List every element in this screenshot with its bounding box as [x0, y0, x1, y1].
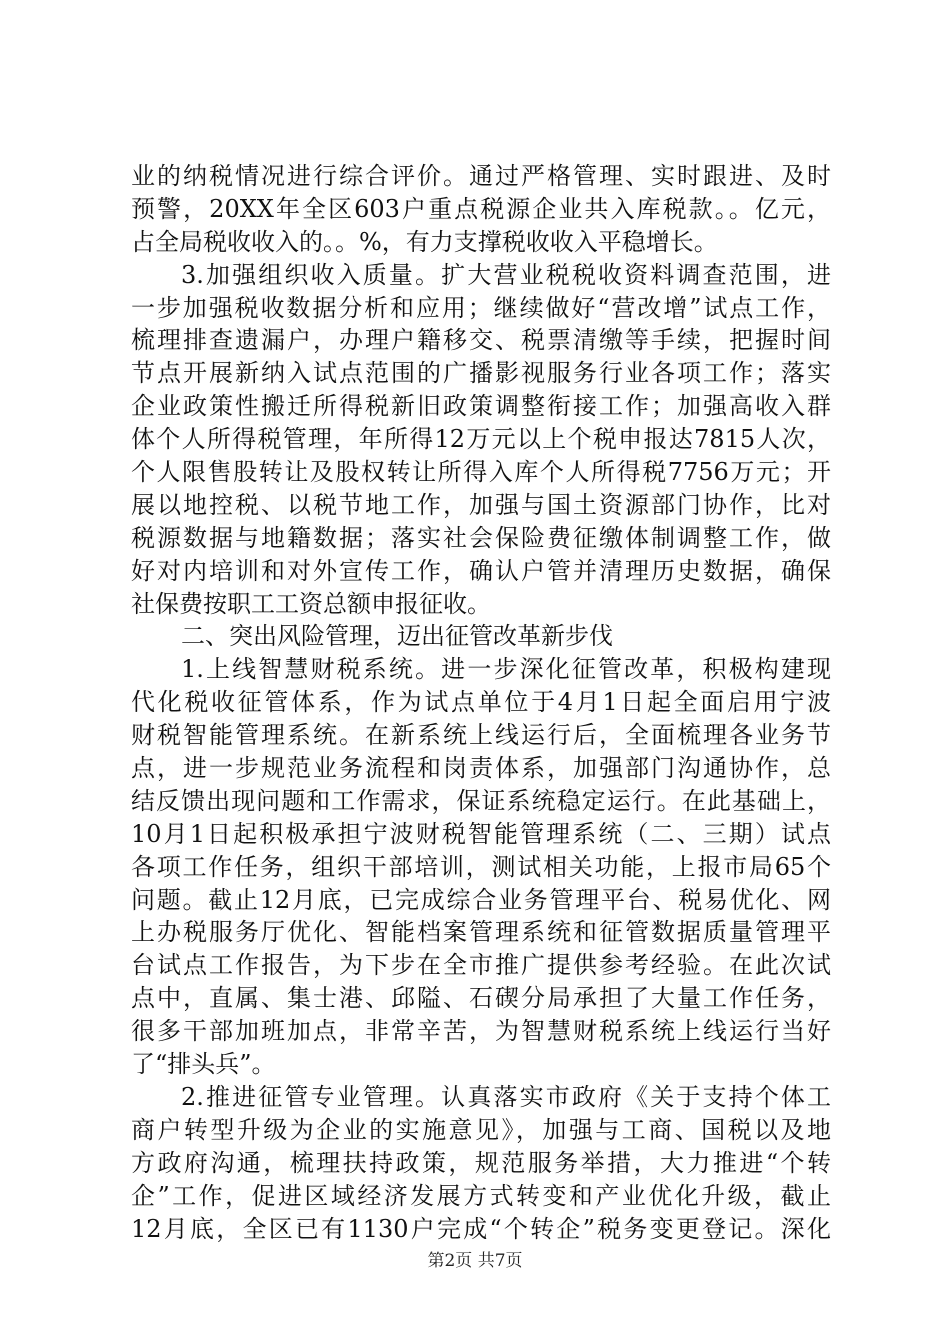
text-line: 结反馈出现问题和工作需求，保证系统稳定运行。在此基础上， [131, 786, 831, 815]
text-line: 方政府沟通，梳理扶持政策，规范服务举措，大力推进“个转 [131, 1148, 831, 1177]
text-line: 体个人所得税管理，年所得12万元以上个税申报达7815人次， [131, 425, 831, 454]
text-line: 税源数据与地籍数据；落实社会保险费征缴体制调整工作，做 [131, 523, 831, 552]
text-line: 12月底，全区已有1130户完成“个转企”税务变更登记。深化 [131, 1214, 831, 1243]
text-line: 上办税服务厅优化、智能档案管理系统和征管数据质量管理平 [131, 918, 831, 947]
text-line: 占全局税收收入的。。%，有力支撑税收收入平稳增长。 [131, 227, 718, 256]
text-line: 二、突出风险管理，迈出征管改革新步伐 [181, 622, 613, 651]
document-body [131, 160, 831, 1245]
text-line: 业的纳税情况进行综合评价。通过严格管理、实时跟进、及时 [131, 162, 831, 190]
text-line: 商户转型升级为企业的实施意见》，加强与工商、国税以及地 [131, 1115, 831, 1144]
text-line: 预警，20XX年全区603户重点税源企业共入库税款。。亿元， [131, 194, 831, 223]
text-line: 财税智能管理系统。在新系统上线运行后，全面梳理各业务节 [131, 721, 831, 750]
text-line: 点，进一步规范业务流程和岗责体系，加强部门沟通协作，总 [131, 754, 831, 783]
text-line: 展以地控税、以税节地工作，加强与国土资源部门协作，比对 [131, 490, 831, 519]
text-line: 10月1日起积极承担宁波财税智能管理系统（二、三期）试点 [131, 819, 831, 848]
text-line: 个人限售股转让及股权转让所得入库个人所得税7756万元；开 [131, 458, 831, 487]
text-line: 代化税收征管体系，作为试点单位于4月1日起全面启用宁波 [131, 688, 831, 717]
text-line: 梳理排查遗漏户，办理户籍移交、税票清缴等手续，把握时间 [131, 326, 831, 355]
text-line: 很多干部加班加点，非常辛苦，为智慧财税系统上线运行当好 [131, 1017, 831, 1046]
text-line: 2.推进征管专业管理。认真落实市政府《关于支持个体工 [181, 1082, 831, 1111]
text-line: 台试点工作报告，为下步在全市推广提供参考经验。在此次试 [131, 951, 831, 980]
text-line: 3.加强组织收入质量。扩大营业税税收资料调查范围，进 [181, 260, 831, 289]
text-line: 节点开展新纳入试点范围的广播影视服务行业各项工作；落实 [131, 359, 831, 388]
text-line: 好对内培训和对外宣传工作，确认户管并清理历史数据，确保 [131, 556, 831, 585]
text-line: 1.上线智慧财税系统。进一步深化征管改革，积极构建现 [181, 655, 831, 684]
text-line: 社保费按职工工资总额申报征收。 [131, 589, 491, 618]
text-line: 企业政策性搬迁所得税新旧政策调整衔接工作；加强高收入群 [131, 392, 831, 421]
text-line: 问题。截止12月底，已完成综合业务管理平台、税易优化、网 [131, 885, 831, 914]
text-line: 点中，直属、集士港、邱隘、石碶分局承担了大量工作任务， [131, 984, 831, 1013]
text-line: 了“排头兵”。 [131, 1050, 276, 1079]
text-line: 企”工作，促进区域经济发展方式转变和产业优化升级，截止 [131, 1181, 831, 1210]
page-footer: 第2页 共7页 [427, 1251, 523, 1271]
text-line: 一步加强税收数据分析和应用；继续做好“营改增”试点工作， [131, 293, 831, 322]
text-line: 各项工作任务，组织干部培训，测试相关功能，上报市局65个 [131, 852, 831, 881]
